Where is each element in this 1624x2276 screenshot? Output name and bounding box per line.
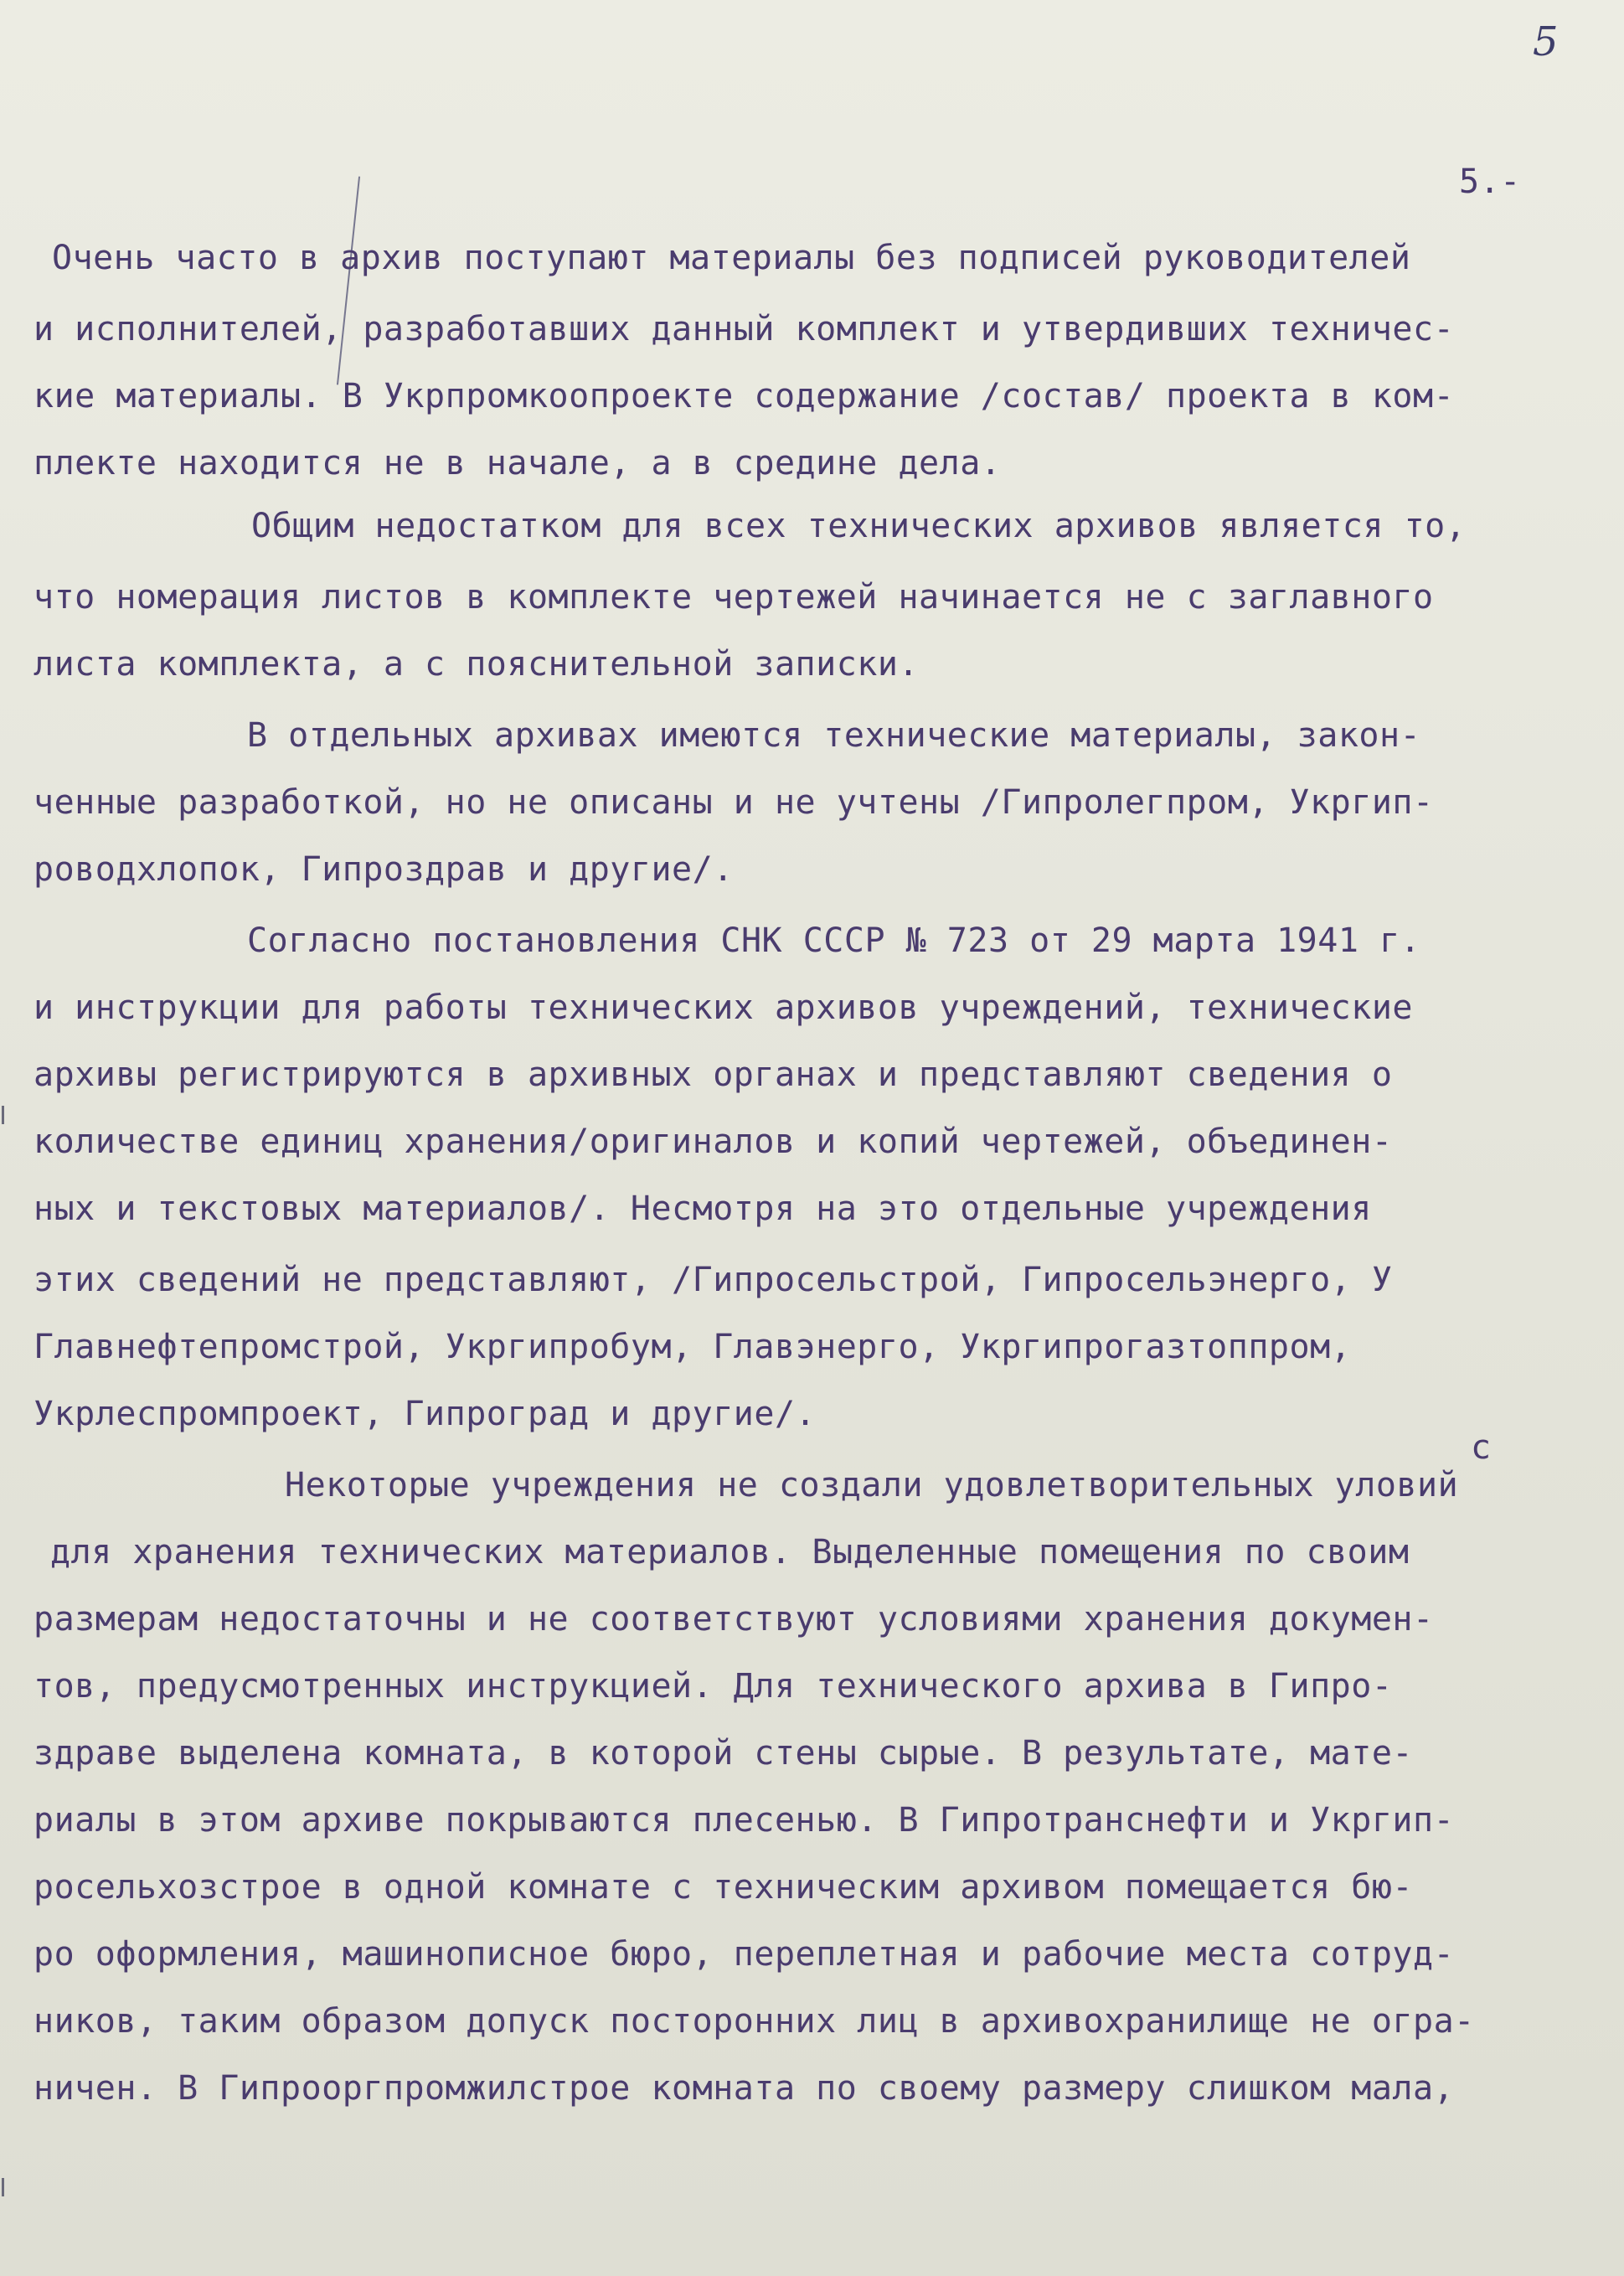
text-line: листа комплекта, а с пояснительной записки. [34, 645, 920, 684]
text-line: плекте находится не в начале, а в средине дела. [34, 444, 1002, 483]
text-line: ных и текстовых материалов/. Несмотря на это отдельные учреждения [34, 1190, 1372, 1228]
text-line: этих сведений не представляют, /Гипросельстрой, Гипросельэнерго, У [34, 1261, 1393, 1299]
text-line: Укрлеспромпроект, Гипроград и другие/. [34, 1395, 817, 1433]
text-line: для хранения технических материалов. Выделенные помещения по своим [50, 1533, 1410, 1572]
text-line: В отдельных архивах имеются технические материалы, закон- [247, 716, 1421, 755]
text-line: Согласно постановления СНК СССР № 723 от 29 марта 1941 г. [247, 921, 1421, 960]
text-line: росельхозстрое в одной комнате с техническим архивом помещается бю- [34, 1868, 1413, 1907]
text-line: что номерация листов в комплекте чертежей начинается не с заглавного [34, 578, 1434, 617]
typed-page-number: 5.- [1459, 163, 1521, 201]
text-line: размерам недостаточны и не соответствуют условиями хранения докумен- [34, 1600, 1434, 1639]
text-line: и инструкции для работы технических архивов учреждений, технические [34, 988, 1413, 1027]
handwritten-page-number: 5 [1533, 18, 1559, 65]
text-line: Очень часто в архив поступают материалы без подписей руководителей [52, 239, 1411, 277]
margin-pencil-stroke [337, 177, 360, 385]
text-line: архивы регистрируются в архивных органах и представляют сведения о [34, 1055, 1393, 1094]
margin-mark [2, 1106, 4, 1124]
text-line: Некоторые учреждения не создали удовлетворительных уловий [285, 1466, 1459, 1504]
text-line: ников, таким образом допуск посторонних лиц в архивохранилище не огра- [34, 2002, 1475, 2041]
text-line: здраве выделена комната, в которой стены сырые. В результате, мате- [34, 1734, 1413, 1773]
text-line: ро оформления, машинописное бюро, переплетная и рабочие места сотруд- [34, 1935, 1455, 1974]
text-line: кие материалы. В Укрпромкоопроекте содержание /состав/ проекта в ком- [34, 377, 1455, 415]
text-line: ченные разработкой, но не описаны и не учтены /Гипролегпром, Укргип- [34, 783, 1434, 822]
text-line: Главнефтепромстрой, Укргипробум, Главэнерго, Укргипрогазтоппром, [34, 1328, 1352, 1366]
superscript-correction: с [1471, 1428, 1492, 1467]
text-line: Общим недостатком для всех технических архивов является то, [251, 507, 1467, 545]
text-line: тов, предусмотренных инструкцией. Для технического архива в Гипро- [34, 1667, 1393, 1706]
text-line: количестве единиц хранения/оригиналов и копий чертежей, объединен- [34, 1123, 1393, 1161]
text-line: и исполнителей, разработавших данный комплект и утвердивших техничес- [34, 310, 1455, 348]
margin-mark [2, 2178, 4, 2196]
text-line: риалы в этом архиве покрываются плесенью. В Гипротранснефти и Укргип- [34, 1801, 1455, 1840]
text-line: роводхлопок, Гипроздрав и другие/. [34, 850, 734, 889]
text-line: ничен. В Гипрооргпромжилстрое комната по своему размеру слишком мала, [34, 2069, 1455, 2108]
